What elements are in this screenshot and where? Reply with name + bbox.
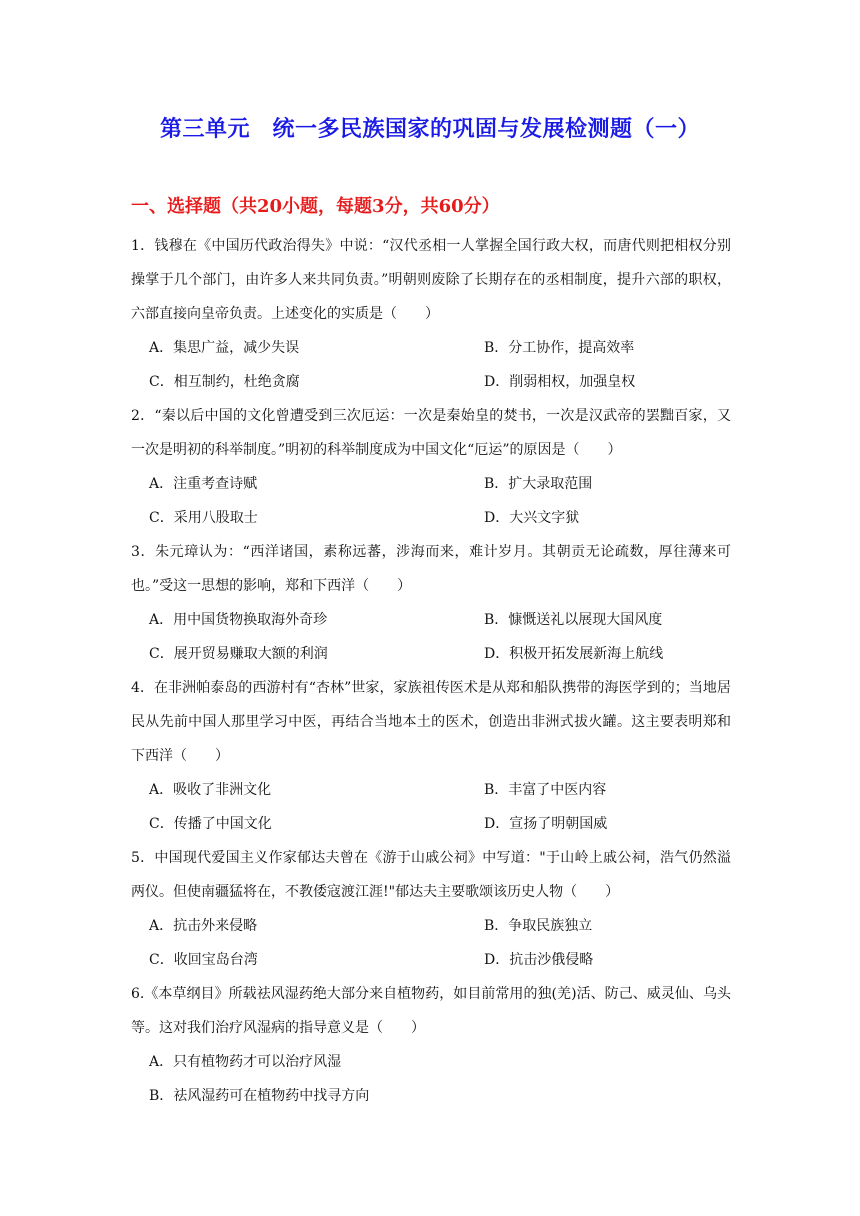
page-title: 第三单元 统一多民族国家的巩固与发展检测题（一） (159, 116, 700, 142)
option-c: C．收回宝岛台湾 (149, 952, 258, 968)
option-c: C．传播了中国文化 (149, 816, 272, 832)
question-1 (131, 229, 731, 399)
option-b: B．丰富了中医内容 (484, 782, 607, 798)
question-4 (131, 671, 731, 841)
options-row (131, 603, 731, 637)
section-heading: 一、选择题（共20小题，每题3分，共60分） (131, 196, 500, 217)
options-row (131, 467, 731, 501)
question-5 (131, 841, 731, 977)
options-row (131, 637, 731, 671)
option-c: C．展开贸易赚取大额的利润 (149, 646, 328, 662)
option-a: A．吸收了非洲文化 (149, 782, 272, 798)
option-b: B．扩大录取范围 (484, 476, 593, 492)
options-row (131, 365, 731, 399)
option-d: D．削弱相权，加强皇权 (484, 374, 636, 390)
option-d: D．抗击沙俄侵略 (484, 952, 594, 968)
question-stem: 3．朱元璋认为：“西洋诸国，素称远蕃，涉海而来，难计岁月。其朝贡无论疏数，厚往薄来可也。”受这一思想的影响，郑和下西洋（ ） (131, 544, 731, 594)
question-stem: 2．“秦以后中国的文化曾遭受到三次厄运：一次是秦始皇的焚书，一次是汉武帝的罢黜百家，又一次是明初的科举制度。”明初的科举制度成为中国文化“厄运”的原因是（ ） (131, 408, 731, 458)
question-list (131, 229, 731, 1113)
options-row (131, 943, 731, 977)
options-row (131, 501, 731, 535)
option-a: A．用中国货物换取海外奇珍 (149, 612, 328, 628)
option-a: A．注重考查诗赋 (149, 476, 258, 492)
option-c: C．相互制约，杜绝贪腐 (149, 374, 300, 390)
question-3 (131, 535, 731, 671)
option-b: B．祛风湿药可在植物药中找寻方向 (149, 1088, 370, 1104)
option-a: A．集思广益，减少失误 (149, 340, 300, 356)
question-stem: 5．中国现代爱国主义作家郁达夫曾在《游于山戚公祠》中写道："于山岭上戚公祠，浩气仍然溢两仪。但使南疆猛将在，不教倭寇渡江涯!"郁达夫主要歌颂该历史人物（ ） (131, 850, 731, 900)
options-row (131, 909, 731, 943)
question-stem: 1．钱穆在《中国历代政治得失》中说：“汉代丞相一人掌握全国行政大权，而唐代则把相权分别操掌于几个部门，由许多人来共同负责。”明朝则废除了长期存在的丞相制度，提升六部的职权，六部直接向皇帝负责。上述变化的实质是（ ） (131, 238, 731, 322)
options-row (131, 331, 731, 365)
question-6 (131, 977, 731, 1113)
option-b: B．慷慨送礼以展现大国风度 (484, 612, 663, 628)
question-stem: 4．在非洲帕泰岛的西游村有“杏林”世家，家族祖传医术是从郑和船队携带的海医学到的；当地居民从先前中国人那里学习中医，再结合当地本土的医术，创造出非洲式拔火罐。这主要表明郑和下西洋（ ） (131, 680, 731, 764)
option-d: D．大兴文字狱 (484, 510, 580, 526)
question-stem: 6.《本草纲目》所载祛风湿药绝大部分来自植物药，如目前常用的独(羌)活、防己、威灵仙、乌头等。这对我们治疗风湿病的指导意义是（ ） (131, 986, 731, 1036)
option-b: B．分工协作，提高效率 (484, 340, 635, 356)
options-row (131, 807, 731, 841)
option-b: B．争取民族独立 (484, 918, 593, 934)
option-a: A．抗击外来侵略 (149, 918, 258, 934)
option-c: C．采用八股取士 (149, 510, 258, 526)
options-row (131, 773, 731, 807)
option-a: A．只有植物药才可以治疗风湿 (149, 1054, 342, 1070)
option-d: D．积极开拓发展新海上航线 (484, 646, 664, 662)
option-d: D．宣扬了明朝国威 (484, 816, 608, 832)
question-2 (131, 399, 731, 535)
